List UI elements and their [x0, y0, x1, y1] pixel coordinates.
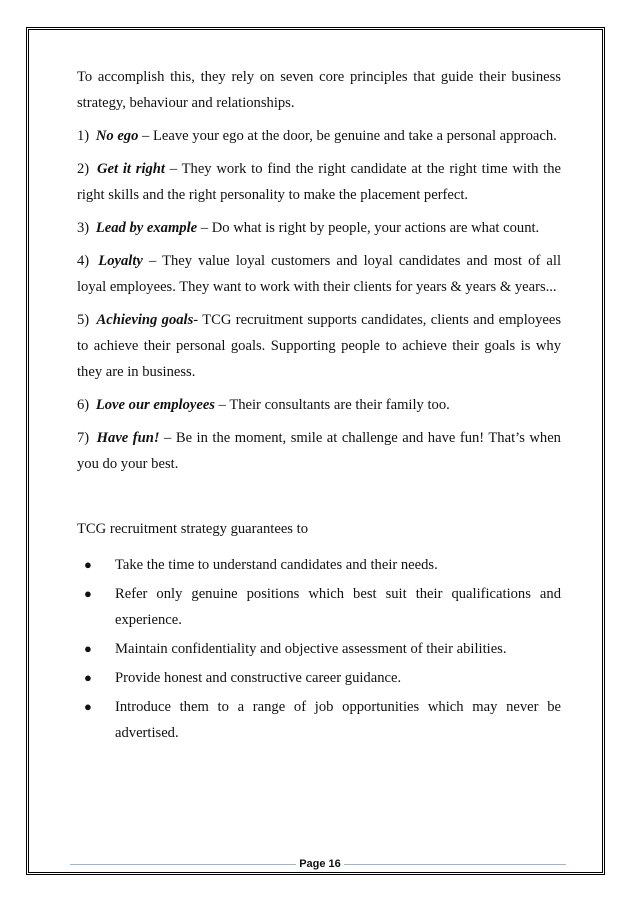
- principle-3: [77, 215, 561, 241]
- principle-5: [77, 307, 561, 385]
- principle-number: 4): [77, 253, 90, 269]
- list-item-text: Provide honest and constructive career guidance.: [115, 670, 402, 686]
- principle-1: [77, 123, 561, 149]
- document-body: [77, 64, 561, 749]
- principle-text: – Their consultants are their family too.: [214, 397, 450, 413]
- bullet-icon: ●: [84, 586, 92, 601]
- principle-number: 5): [77, 312, 90, 328]
- principle-term: Loyalty: [98, 253, 143, 269]
- principle-6: [77, 392, 561, 418]
- principle-number: 3): [77, 220, 90, 236]
- bullet-icon: ●: [84, 699, 92, 714]
- list-item: [84, 694, 561, 746]
- principle-number: 2): [77, 161, 90, 177]
- principle-term: Have fun!: [96, 430, 160, 446]
- principle-term: Achieving goals: [96, 312, 194, 328]
- principle-number: 6): [77, 397, 90, 413]
- list-item: [84, 552, 561, 578]
- intro-paragraph: To accomplish this, they rely on seven core principles that guide their business strategy, behaviour and relationships.: [77, 69, 561, 111]
- list-item: [84, 581, 561, 633]
- list-item-text: Refer only genuine positions which best suit their qualifications and experience.: [115, 586, 561, 628]
- principle-4: [77, 248, 561, 300]
- bullet-icon: ●: [84, 670, 92, 685]
- principle-text: - TCG recruitment supports candidates, clients and employees to achieve their personal goals. Supporting people to achieve their goals is why they are in business.: [77, 312, 562, 380]
- list-item-text: Introduce them to a range of job opportunities which may never be advertised.: [115, 699, 561, 741]
- principle-text: – Be in the moment, smile at challenge and have fun! That’s when you do your best.: [77, 430, 561, 472]
- page-number: Page 16: [299, 858, 341, 870]
- guarantees-list: [77, 552, 561, 746]
- principle-text: – They work to find the right candidate at the right time with the right skills and the right personality to make the placement perfect.: [77, 161, 561, 203]
- principle-term: Get it right: [96, 161, 165, 177]
- principle-term: Lead by example: [95, 220, 198, 236]
- footer-rule-left: [70, 864, 296, 865]
- bullet-icon: ●: [84, 557, 92, 572]
- principle-term: No ego: [95, 128, 139, 144]
- principle-number: 1): [77, 128, 90, 144]
- principle-2: [77, 156, 561, 208]
- principle-text: – Leave your ego at the door, be genuine and take a personal approach.: [138, 128, 557, 144]
- section-spacer: [77, 484, 561, 516]
- list-item: [84, 636, 561, 662]
- principle-number: 7): [77, 430, 90, 446]
- list-item: [84, 665, 561, 691]
- list-item-text: Take the time to understand candidates and their needs.: [115, 557, 438, 573]
- strategy-heading: TCG recruitment strategy guarantees to: [77, 521, 308, 537]
- list-item-text: Maintain confidentiality and objective assessment of their abilities.: [115, 641, 507, 657]
- principle-term: Love our employees: [95, 397, 215, 413]
- principle-text: – They value loyal customers and loyal candidates and most of all loyal employees. They want to work with their clients for years & years & years...: [77, 253, 562, 295]
- principle-text: – Do what is right by people, your actions are what count.: [197, 220, 540, 236]
- page-footer: [70, 856, 566, 872]
- principle-7: [77, 425, 561, 477]
- bullet-icon: ●: [84, 641, 92, 656]
- footer-rule-right: [344, 864, 566, 865]
